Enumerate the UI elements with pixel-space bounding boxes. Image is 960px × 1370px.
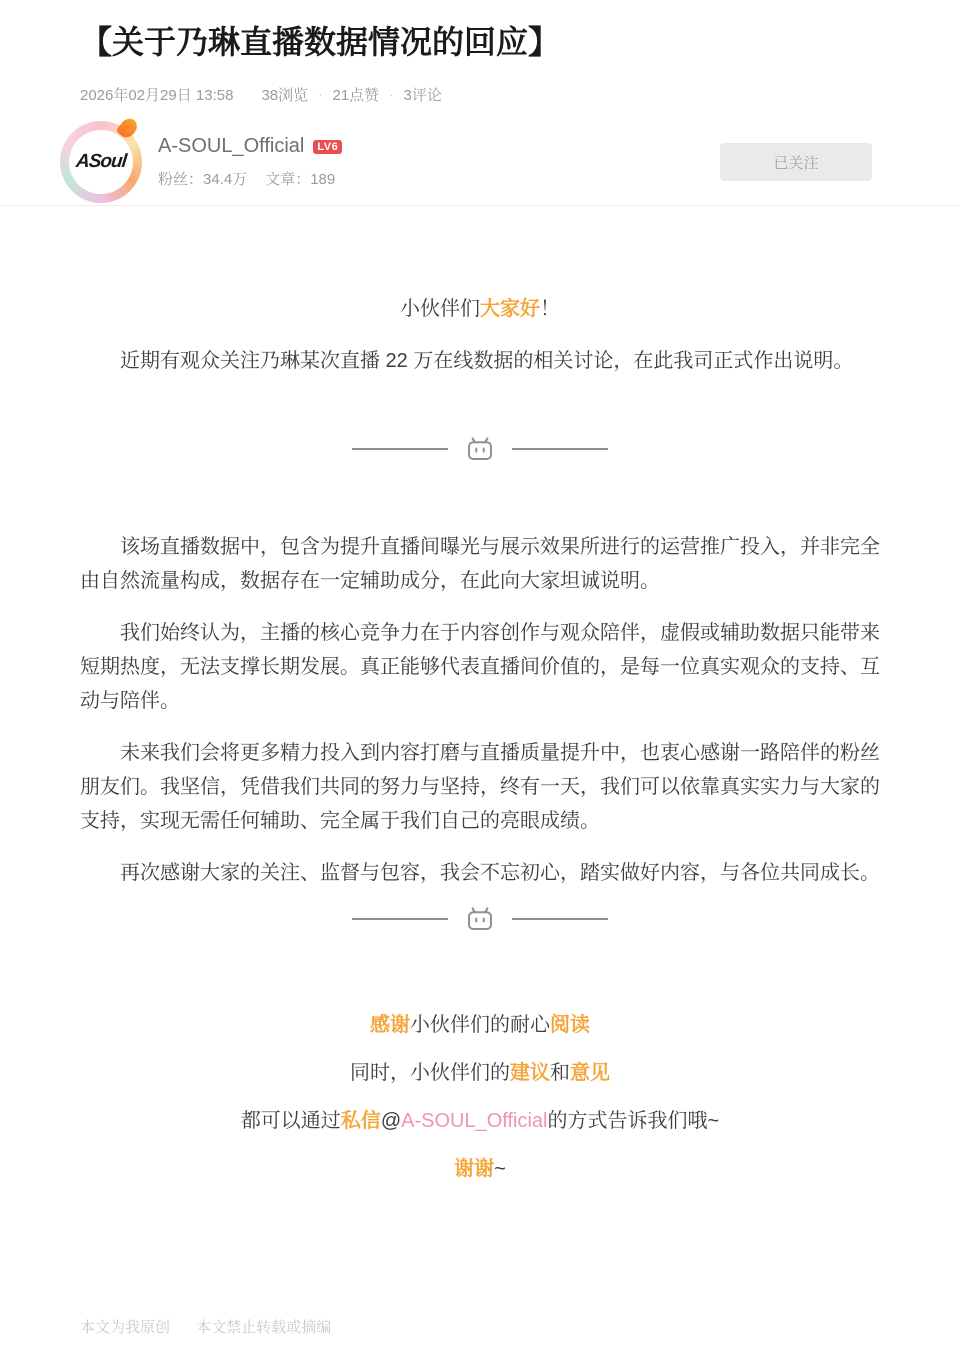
original-statement: 本文为我原创 <box>80 1319 171 1336</box>
text-segment: ！ <box>540 298 560 320</box>
bilibili-tv-icon <box>466 906 494 932</box>
avatar[interactable] <box>60 121 142 203</box>
text-segment: 和 <box>550 1062 570 1084</box>
article-paragraph <box>80 1056 880 1090</box>
article-paragraph <box>80 1008 880 1042</box>
divider-line <box>512 918 608 920</box>
text-segment: 近期有观众关注乃琳某次直播 22 万在线数据的相关讨论，在此我司正式作出说明。 <box>120 350 854 372</box>
text-segment: 大家好 <box>480 298 540 320</box>
meta-separator: · <box>389 87 394 102</box>
articles-count: 文章：189 <box>265 171 336 188</box>
text-segment: 同时，小伙伴们的 <box>350 1062 510 1084</box>
author-info <box>158 135 342 189</box>
text-segment: 再次感谢大家的关注、监督与包容，我会不忘初心，踏实做好内容，与各位共同成长。 <box>120 862 880 884</box>
article-paragraph <box>80 292 880 326</box>
section-divider <box>350 906 610 932</box>
text-segment: 建议 <box>510 1062 550 1084</box>
comment-count: 3评论 <box>403 87 442 104</box>
divider-line <box>512 448 608 450</box>
text-segment: 意见 <box>570 1062 610 1084</box>
author-stats <box>158 168 342 189</box>
text-segment: 谢谢 <box>454 1158 495 1180</box>
article-paragraph <box>80 530 880 598</box>
article-paragraph <box>80 736 880 838</box>
like-count: 21点赞 <box>332 87 380 104</box>
text-segment: 阅读 <box>550 1014 590 1036</box>
article-paragraph <box>80 1152 880 1186</box>
text-segment: 未来我们会将更多精力投入到内容打磨与直播质量提升中，也衷心感谢一路陪伴的粉丝朋友们。我坚信，凭借我们共同的努力与坚持，终有一天，我们可以依靠真实实力与大家的支持，实现无需任何辅助、完全属于我们自己的亮眼成绩。 <box>80 742 880 832</box>
author-card <box>74 121 880 203</box>
publish-date: 2026年02月29日 13:58 <box>80 87 234 104</box>
meta-separator: · <box>318 87 323 102</box>
fans-count: 粉丝：34.4万 <box>158 171 248 188</box>
text-segment: 私信 <box>340 1110 381 1132</box>
author-name[interactable]: A-SOUL_Official <box>158 135 305 157</box>
section-divider <box>350 436 610 462</box>
text-segment: 小伙伴们的耐心 <box>410 1014 550 1036</box>
view-count: 38浏览 <box>261 87 309 104</box>
bilibili-tv-icon <box>466 436 494 462</box>
divider-line <box>352 918 448 920</box>
avatar-inner <box>69 130 133 194</box>
no-reprint-statement: 本文禁止转载或摘编 <box>196 1319 332 1336</box>
divider-line <box>352 448 448 450</box>
text-segment: 都可以通过 <box>240 1110 341 1132</box>
text-segment: ~ <box>494 1158 506 1180</box>
article-paragraph <box>80 344 880 378</box>
copyright-notice <box>80 1316 353 1337</box>
follow-button[interactable]: 已关注 <box>720 143 872 181</box>
page-title: 【关于乃琳直播数据情况的回应】 <box>80 24 561 60</box>
text-segment: 小伙伴们 <box>400 298 480 320</box>
avatar-logo-text: ASoul <box>74 151 128 172</box>
text-segment: 我们始终认为，主播的核心竞争力在于内容创作与观众陪伴，虚假或辅助数据只能带来短期热度，无法支撑长期发展。真正能够代表直播间价值的，是每一位真实观众的支持、互动与陪伴。 <box>80 622 880 712</box>
level-badge: LV6 <box>313 140 342 154</box>
text-segment: 的方式告诉我们哦~ <box>547 1110 720 1132</box>
text-segment: 感谢 <box>370 1014 410 1036</box>
article-paragraph <box>80 1104 880 1138</box>
article-paragraph <box>80 856 880 890</box>
article-paragraph <box>80 616 880 718</box>
text-segment: 该场直播数据中，包含为提升直播间曝光与展示效果所进行的运营推广投入，并非完全由自然流量构成，数据存在一定辅助成分，在此向大家坦诚说明。 <box>80 536 880 592</box>
article-body <box>0 292 960 1186</box>
mention-link[interactable]: A-SOUL_Official <box>401 1110 548 1132</box>
article-header <box>0 0 960 206</box>
text-segment: @ <box>380 1110 402 1132</box>
article-meta <box>80 84 880 105</box>
